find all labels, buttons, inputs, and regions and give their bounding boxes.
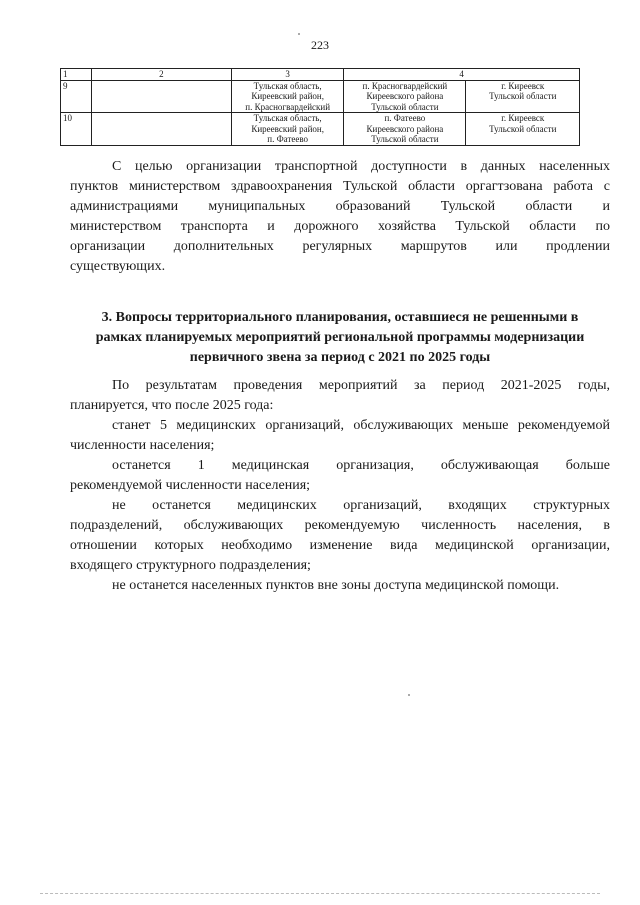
cell-line: Киреевского района	[366, 123, 444, 134]
cell-line: Киреевский район,	[251, 123, 324, 134]
cell-line: г. Киреевск	[501, 113, 545, 123]
cell-line: Тульской области	[489, 91, 557, 101]
table-header-row	[61, 69, 580, 81]
text-line: станет 5 медицинских организаций, обслуживающих меньше рекомендуемой	[112, 418, 610, 433]
cell-line: г. Киреевск	[501, 80, 545, 91]
heading-line: рамках планируемых мероприятий региональной программы модернизации	[95, 330, 585, 345]
text-line: организации дополнительных регулярных маршрутов или продлении	[70, 239, 610, 254]
cell-line: п. Красногвардейский	[245, 101, 331, 112]
city-cell	[466, 80, 580, 113]
text-line: останется 1 медицинская организация, обслуживающая больше	[112, 458, 610, 473]
cell-line: Тульской области	[489, 123, 557, 134]
text-line: По результатам проведения мероприятий за период 2021-2025 годы,	[112, 378, 610, 393]
row-number: 10	[61, 113, 92, 146]
text-line: численности населения;	[70, 438, 215, 453]
list-item	[70, 496, 610, 576]
section-heading	[70, 308, 610, 368]
table-cell	[91, 80, 231, 113]
table-row	[61, 80, 580, 113]
text-line: рекомендуемой численности населения;	[70, 478, 311, 493]
district-cell	[231, 80, 343, 113]
text-line: С целью организации транспортной доступности в данных населенных	[112, 159, 610, 174]
cell-line: Киреевского района	[366, 91, 444, 101]
settlement-cell	[344, 113, 466, 146]
text-line: планируется, что после 2025 года:	[70, 398, 274, 413]
list-item	[70, 416, 610, 456]
intro-paragraph	[70, 376, 610, 416]
page-number: 223	[311, 38, 329, 52]
list-item	[70, 576, 610, 596]
cell-line: Тульская область,	[253, 113, 322, 123]
settlement-cell	[344, 80, 466, 113]
text-line: администрациями муниципальных образований Тульской области и	[70, 199, 610, 214]
text-line: пунктов министерством здравоохранения Тульской области оргагтзована работа с	[70, 179, 610, 194]
cell-line: Тульская область,	[253, 80, 322, 91]
table-cell	[91, 113, 231, 146]
text-line: не останется населенных пунктов вне зоны доступа медицинской помощи.	[112, 578, 560, 593]
cell-line: п. Фатеево	[384, 113, 426, 123]
heading-line: 3. Вопросы территориального планирования, оставшиеся не решенными в	[101, 310, 579, 325]
transport-paragraph	[70, 157, 610, 277]
header-cell: 1	[61, 69, 92, 81]
cell-line: Тульской области	[371, 134, 439, 144]
text-line: министерством транспорта и дорожного хозяйства Тульской области по	[70, 219, 610, 234]
text-line: подразделений, обслуживающих рекомендуемую численность населения, в	[70, 518, 610, 533]
text-line: существующих.	[70, 259, 166, 274]
cell-line: Киреевский район,	[251, 91, 324, 101]
header-cell: 3	[231, 69, 343, 81]
text-line: входящего структурного подразделения;	[70, 558, 311, 573]
district-cell	[231, 113, 343, 146]
row-number: 9	[61, 80, 92, 113]
table-row	[61, 113, 580, 146]
scan-artifact-line	[40, 893, 600, 894]
text-line: не останется медицинских организаций, входящих структурных	[112, 498, 610, 513]
scan-speck	[408, 694, 410, 696]
city-cell	[466, 113, 580, 146]
header-cell: 2	[91, 69, 231, 81]
cell-line: Тульской области	[371, 101, 439, 112]
heading-line: первичного звена за период с 2021 по 2025 годы	[189, 350, 491, 365]
cell-line: п. Фатеево	[267, 134, 309, 144]
settlements-table	[60, 68, 580, 146]
cell-line: п. Красногвардейский	[362, 80, 448, 91]
list-item	[70, 456, 610, 496]
scan-speck	[298, 33, 300, 35]
header-cell: 4	[344, 69, 580, 81]
text-line: отношении которых необходимо изменение вида медицинской организации,	[70, 538, 610, 553]
